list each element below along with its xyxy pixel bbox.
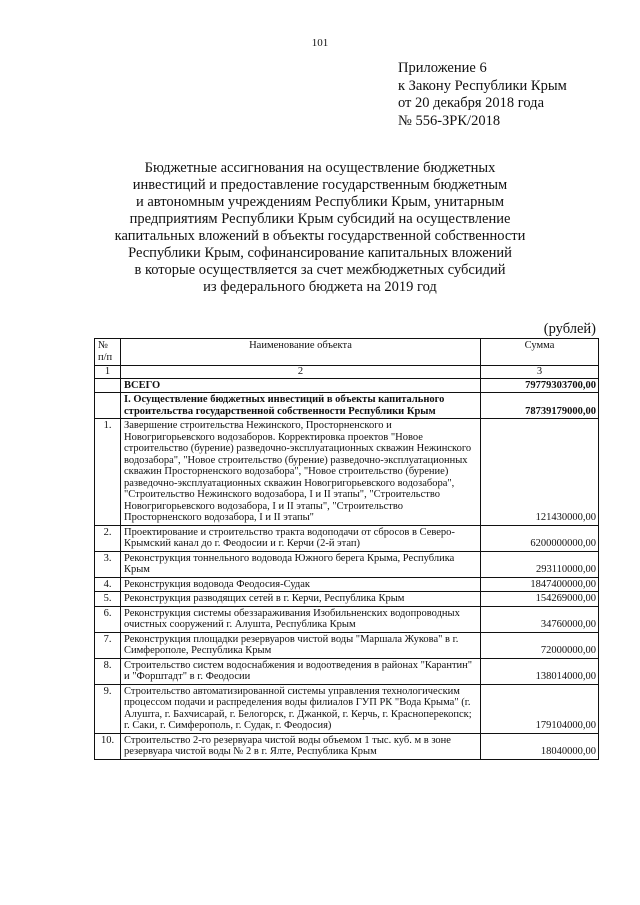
index-cell: 1: [95, 366, 121, 379]
row-name: Реконструкция тоннельного водовода Южного берега Крыма, Республика Крым: [121, 551, 481, 577]
title-line: предприятиям Республики Крым субсидий на осуществление: [129, 211, 511, 227]
table-row: [95, 733, 599, 759]
row-name: Проектирование и строительство тракта водоподачи от сбросов в Северо-Крымский канал до г. Феодосии и г. Керчи (2-й этап): [121, 525, 481, 551]
row-num: 7.: [95, 632, 121, 658]
row-name: Реконструкция площадки резервуаров чистой воды "Маршала Жукова" в г. Симферополе, Республика Крым: [121, 632, 481, 658]
row-name: Строительство автоматизированной системы управления технологическим процессом подачи и распределения воды филиалов ГУП РК "Вода Крыма" (г. Алушта, г. Бахчисарай, г. Белогорск, г. Джанкой, г. Керчь, г. Красноперекопск; г. Саки, г. Симферополь, г. Судак, г. Феодосия): [121, 684, 481, 733]
row-num: 5.: [95, 592, 121, 607]
header-sum: Сумма: [481, 339, 599, 366]
row-num: 6.: [95, 606, 121, 632]
row-name: Строительство систем водоснабжения и водоотведения в районах "Карантин" и "Форштадт" в г. Феодосии: [121, 658, 481, 684]
appendix-line: № 556-ЗРК/2018: [398, 112, 501, 129]
title-line: Республики Крым, софинансирование капитальных вложений: [128, 245, 512, 261]
row-sum: 34760000,00: [481, 606, 599, 632]
table-header-row: [95, 339, 599, 366]
row-sum: 293110000,00: [481, 551, 599, 577]
title-line: из федерального бюджета на 2019 год: [203, 279, 437, 295]
row-num: 9.: [95, 684, 121, 733]
appendix-header: [398, 60, 567, 130]
row-sum: 179104000,00: [481, 684, 599, 733]
table-row: [95, 525, 599, 551]
row-sum: 1847400000,00: [481, 577, 599, 592]
table-row: [95, 632, 599, 658]
table-row: [95, 658, 599, 684]
section-num: [95, 393, 121, 419]
total-row: [95, 378, 599, 393]
row-sum: 121430000,00: [481, 419, 599, 526]
appendix-line: от 20 декабря 2018 года: [398, 95, 544, 111]
page-number: 101: [311, 37, 329, 49]
row-name: Реконструкция системы обеззараживания Изобильненских водопроводных очистных сооружений г. Алушта, Республика Крым: [121, 606, 481, 632]
title-line: и автономным учреждениям Республики Крым, унитарным: [135, 194, 505, 210]
title-line: в которые осуществляется за счет межбюджетных субсидий: [134, 262, 506, 278]
title-line: капитальных вложений в объекты государственной собственности: [114, 228, 526, 244]
row-name: Реконструкция водовода Феодосия-Судак: [121, 577, 481, 592]
row-sum: 18040000,00: [481, 733, 599, 759]
document-title: [60, 160, 580, 296]
section-row: [95, 393, 599, 419]
table-row: [95, 684, 599, 733]
row-sum: 154269000,00: [481, 592, 599, 607]
row-num: 4.: [95, 577, 121, 592]
appendix-line: к Закону Республики Крым: [398, 77, 567, 94]
row-num: 10.: [95, 733, 121, 759]
header-num: № п/п: [95, 339, 121, 366]
row-sum: 6200000000,00: [481, 525, 599, 551]
row-name: Завершение строительства Нежинского, Просторненского и Новогригорьевского водозаборов. Корректировка проектов "Новое строительство (бурение) разведочно-эксплуатационных скважин Нежинского водозабора", "Новое строительство (бурение) разведочно-эксплуатационных скважин Просторненского водозабора", "Новое строительство (бурение) разведочно-эксплуатационных скважин Новогригорьевского водозабора", "Строительство Нежинского водозабора, I и II этапы", "Строительство Новогригорьевского водозабора, I и II этапы", "Строительство Просторненского водозабора, I и II этапы": [121, 419, 481, 526]
appendix-line: Приложение 6: [398, 60, 487, 76]
index-cell: 2: [121, 366, 481, 379]
header-name: Наименование объекта: [121, 339, 481, 366]
title-line: инвестиций и предоставление государственным бюджетным: [132, 177, 508, 193]
row-sum: 138014000,00: [481, 658, 599, 684]
table-row: [95, 592, 599, 607]
budget-table: [94, 338, 599, 760]
total-sum: 79779303700,00: [481, 378, 599, 393]
table-row: [95, 606, 599, 632]
row-num: 8.: [95, 658, 121, 684]
total-label: ВСЕГО: [121, 378, 481, 393]
total-num: [95, 378, 121, 393]
table-row: [95, 419, 599, 526]
row-name: Реконструкция разводящих сетей в г. Керчи, Республика Крым: [121, 592, 481, 607]
row-num: 2.: [95, 525, 121, 551]
row-num: 1.: [95, 419, 121, 526]
row-sum: 72000000,00: [481, 632, 599, 658]
row-name: Строительство 2-го резервуара чистой воды объемом 1 тыс. куб. м в зоне резервуара чистой воды № 2 в г. Ялте, Республика Крым: [121, 733, 481, 759]
table-row: [95, 551, 599, 577]
row-num: 3.: [95, 551, 121, 577]
section-label: I. Осуществление бюджетных инвестиций в объекты капитального строительства государственной собственности Республики Крым: [121, 393, 481, 419]
section-sum: 78739179000,00: [481, 393, 599, 419]
column-index-row: [95, 366, 599, 379]
currency-unit: (рублей): [543, 321, 596, 337]
index-cell: 3: [481, 366, 599, 379]
table-row: [95, 577, 599, 592]
title-line: Бюджетные ассигнования на осуществление бюджетных: [144, 160, 496, 176]
